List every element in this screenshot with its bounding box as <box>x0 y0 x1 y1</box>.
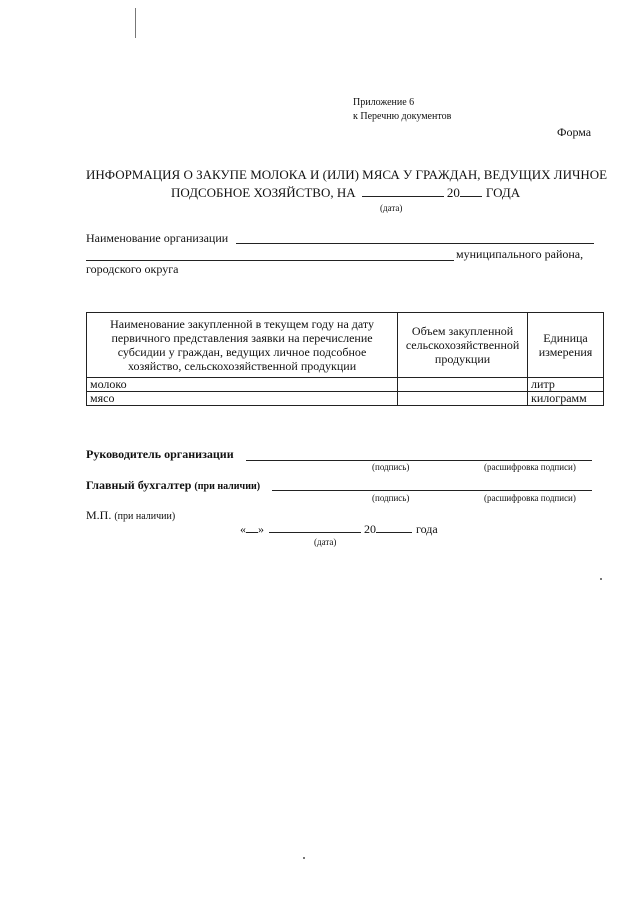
head-signature-field[interactable] <box>246 460 592 461</box>
organization-name-field-2[interactable] <box>86 260 454 261</box>
product-cell: молоко <box>87 378 398 392</box>
head-signature-label: Руководитель организации <box>86 447 234 461</box>
form-label: Форма <box>557 125 592 139</box>
table-header-row <box>87 313 604 378</box>
appendix-reference: к Перечню документов <box>353 111 452 122</box>
column-header-volume: Объем закупленной сельскохозяйственной продукции <box>398 313 528 378</box>
title-date-field[interactable] <box>362 185 444 197</box>
seal-label: М.П. (при наличии) <box>86 508 176 522</box>
signature-date-caption: (дата) <box>314 537 337 547</box>
purchase-table <box>86 312 604 406</box>
signature-date: « » 20 года <box>240 522 438 536</box>
appendix-number: Приложение 6 <box>353 97 415 108</box>
accountant-decoding-caption: (расшифровка подписи) <box>484 493 576 503</box>
urban-district-label: городского округа <box>86 262 179 276</box>
head-decoding-caption: (расшифровка подписи) <box>484 462 576 472</box>
document-title-line2: ПОДСОБНОЕ ХОЗЯЙСТВО, НА 20 ГОДА <box>171 185 521 200</box>
date-day-field[interactable] <box>246 522 258 533</box>
volume-cell[interactable] <box>398 378 528 392</box>
title-date-caption: (дата) <box>380 203 403 213</box>
date-month-field[interactable] <box>269 522 361 533</box>
accountant-signature-caption: (подпись) <box>372 493 410 503</box>
title-year-field[interactable] <box>460 185 482 197</box>
unit-cell: килограмм <box>528 392 604 406</box>
organization-name-field[interactable] <box>236 243 594 244</box>
municipal-district-label: муниципального района, <box>456 247 584 261</box>
scan-mark <box>600 578 602 580</box>
table-row <box>87 392 604 406</box>
accountant-signature-field[interactable] <box>272 490 592 491</box>
column-header-unit: Единица измерения <box>528 313 604 378</box>
scan-mark <box>303 857 305 859</box>
unit-cell: литр <box>528 378 604 392</box>
table-row <box>87 378 604 392</box>
scan-mark <box>135 8 136 38</box>
document-title-line1: ИНФОРМАЦИЯ О ЗАКУПЕ МОЛОКА И (ИЛИ) МЯСА У ГРАЖДАН, ВЕДУЩИХ ЛИЧНОЕ <box>86 167 608 182</box>
volume-cell[interactable] <box>398 392 528 406</box>
product-cell: мясо <box>87 392 398 406</box>
head-signature-caption: (подпись) <box>372 462 410 472</box>
date-year-field[interactable] <box>376 522 412 533</box>
organization-label: Наименование организации <box>86 231 229 245</box>
column-header-product: Наименование закупленной в текущем году на дату первичного представления заявки на перечисление субсидии у граждан, ведущих личное подсобное хозяйство, сельскохозяйственной продукции <box>87 313 398 378</box>
accountant-signature-label: Главный бухгалтер (при наличии) <box>86 478 261 492</box>
